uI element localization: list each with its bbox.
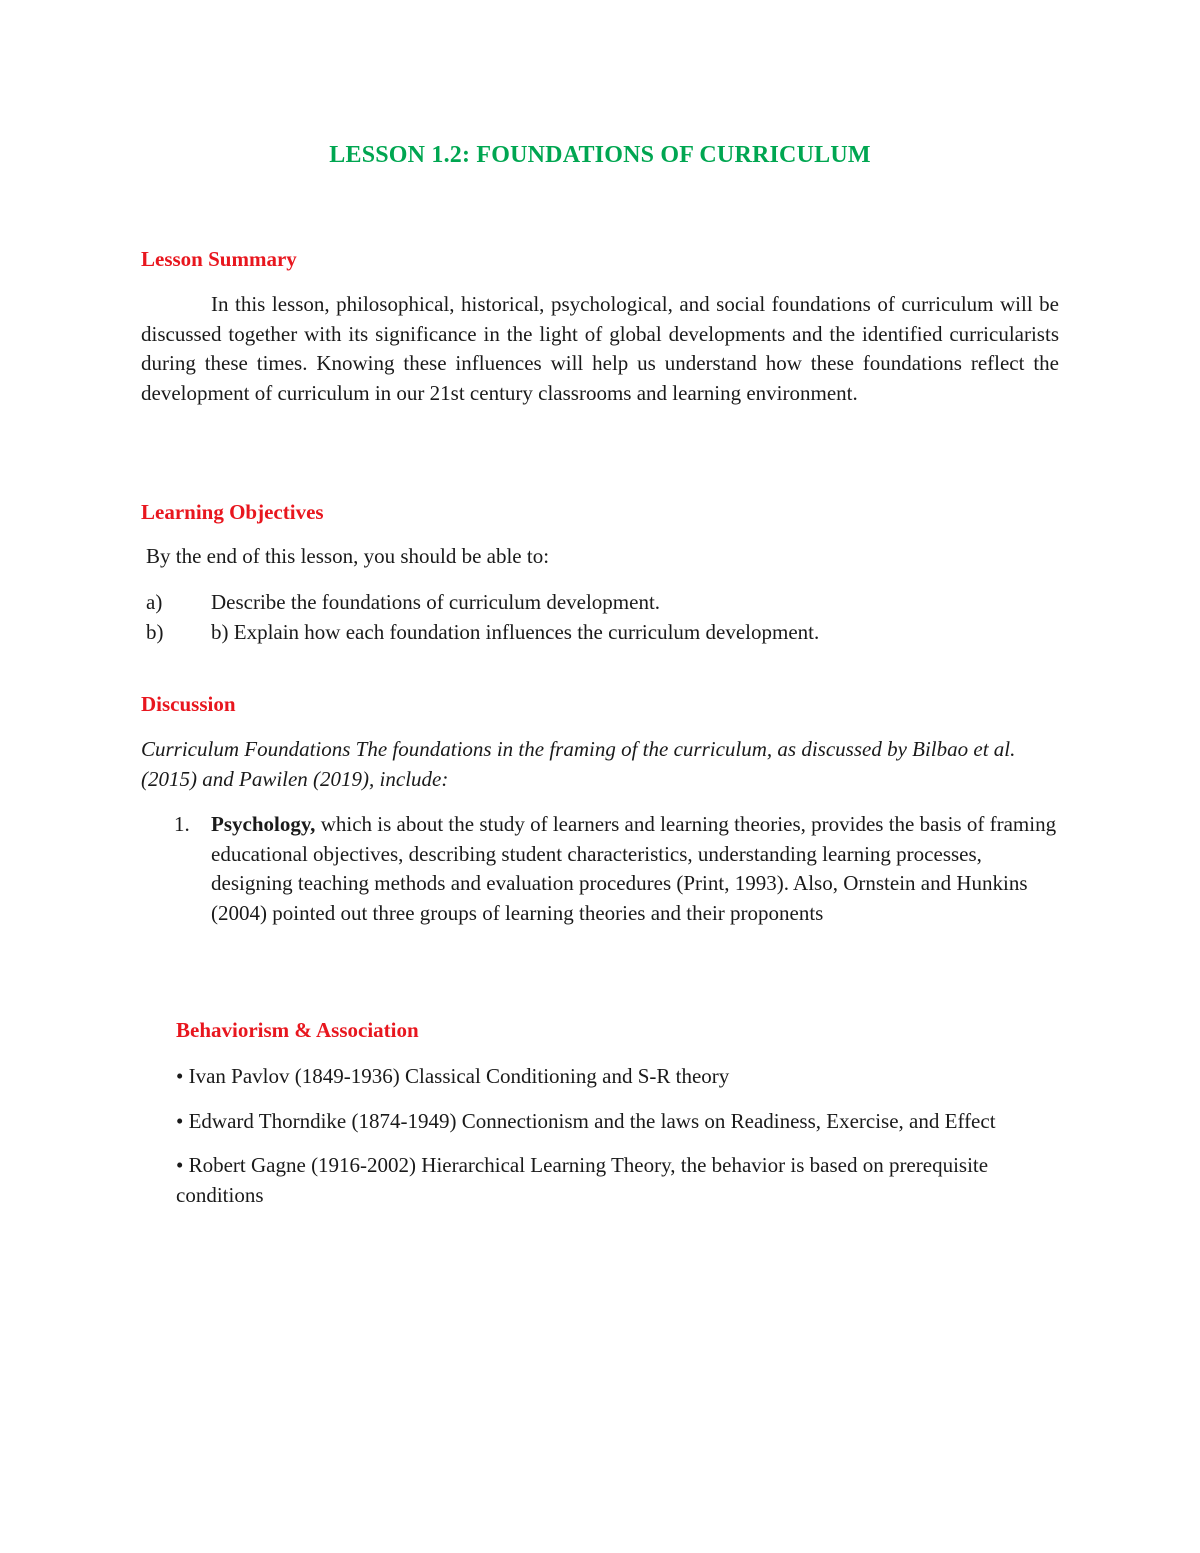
list-item-text: b) Explain how each foundation influences the curriculum development. [211, 619, 820, 644]
discussion-heading: Discussion [141, 692, 236, 716]
list-item [146, 618, 1046, 648]
term-description: which is about the study of learners and learning theories, provides the basis of framing educational objectives, describing student characteristics, understanding learning processes, designing teaching methods and evaluation procedures (Print, 1993). Also, Ornstein and Hunkins (2004) pointed out three groups of learning theories and their proponents [211, 812, 1057, 925]
list-item [146, 588, 1046, 618]
list-marker: a) [146, 590, 163, 614]
list-item: • Robert Gagne (1916-2002) Hierarchical Learning Theory, the behavior is based on prerequisite conditions [176, 1153, 989, 1207]
objectives-list [146, 588, 1046, 647]
behaviorism-heading: Behaviorism & Association [176, 1018, 419, 1042]
list-item-text [211, 810, 1066, 928]
list-item-text: Describe the foundations of curriculum development. [211, 590, 661, 614]
learning-objectives-heading: Learning Objectives [141, 500, 324, 524]
learning-objectives-intro: By the end of this lesson, you should be able to: [146, 544, 550, 568]
list-marker: 1. [174, 812, 190, 836]
term-psychology: Psychology, [211, 812, 316, 836]
lesson-summary-heading: Lesson Summary [141, 247, 297, 271]
lesson-summary-text: In this lesson, philosophical, historical, psychological, and social foundations of curriculum will be discussed together with its significance in the light of global developments and the identified curricularists during these times. Knowing these influences will help us understand how these foundations reflect the development of curriculum in our 21st century classrooms and learning environment. [141, 292, 1059, 405]
list-item: • Edward Thorndike (1874-1949) Connectionism and the laws on Readiness, Exercise, and Effect [176, 1108, 996, 1133]
list-item [174, 810, 1074, 928]
discussion-intro: Curriculum Foundations The foundations in the framing of the curriculum, as discussed by Bilbao et al. (2015) and Pawilen (2019), include: [141, 737, 1016, 791]
list-marker: b) [146, 619, 164, 644]
list-item: • Ivan Pavlov (1849-1936) Classical Conditioning and S-R theory [176, 1064, 730, 1088]
behaviorism-list [176, 1062, 1076, 1225]
page-title: LESSON 1.2: FOUNDATIONS OF CURRICULUM [329, 142, 871, 168]
